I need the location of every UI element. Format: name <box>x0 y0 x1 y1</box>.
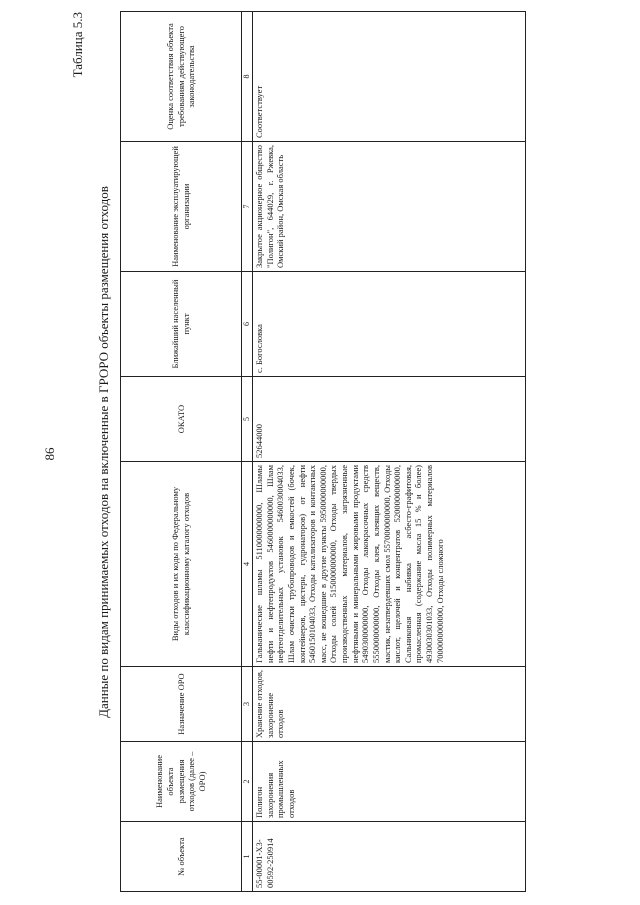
object-id-cell: 55-00001-Х3-00592-250914 <box>253 822 526 892</box>
column-number: 5 <box>242 377 253 462</box>
okato-cell: 52644000 <box>253 377 526 462</box>
column-number: 3 <box>242 667 253 742</box>
table-row <box>253 12 526 892</box>
waste-types-cell: Гальванические шламы 5110000000000, Шламы нефти и нефтепродуктов 5460000000000, Шлам нефтеотделительных установок 5460030004033, Шлам очистки трубопроводов и емкостей (бочек, контейнеров, цистерн, гудронаторов) от нефти 5460150104033, Отходы катализаторов и контактных масс, не вошедшие в другие пункты 5950000000000, Отходы солей 5150000000000, Отходы твердых производственных материалов, загрязненные нефтяными и минеральными жировыми продуктами 5490300000000, Отходы лакокрасочных средств 5550000000000, Отходы клея, клеящих веществ, мастик, незатвердевших смол 5570000000000, Отходы кислот, щелочей и концентратов 5200000000000, Сальниковая набивка асбесто-графитовая, промасленная (содержание масла 15 % и более) 4930030301033, Отходы полимерных материалов 7000000000000, Отходы сложного <box>253 462 526 667</box>
object-purpose-cell: Хранение отходов, захоронение отходов <box>253 667 526 742</box>
column-header-okato: ОКАТО <box>121 377 242 462</box>
table-header-row <box>121 12 242 892</box>
waste-objects-table <box>120 11 526 892</box>
column-number: 7 <box>242 142 253 272</box>
rotated-page-content <box>70 12 570 892</box>
column-number: 8 <box>242 12 253 142</box>
column-header-settlement: Ближайший населенный пункт <box>121 272 242 377</box>
column-header-operator: Наименование эксплуатирующей организации <box>121 142 242 272</box>
column-number: 6 <box>242 272 253 377</box>
column-header-assessment: Оценка соответствия объекта требованиям действующего законодательства <box>121 12 242 142</box>
page-number: 86 <box>42 447 57 461</box>
column-header-waste-types: Виды отходов и их коды по Федеральному классификационному каталогу отходов <box>121 462 242 667</box>
column-number: 2 <box>242 742 253 822</box>
column-number: 4 <box>242 462 253 667</box>
column-header-purpose: Назначение ОРО <box>121 667 242 742</box>
column-number-row <box>242 12 253 892</box>
table-label: Таблица 5.3 <box>70 12 85 78</box>
settlement-cell: с. Богословка <box>253 272 526 377</box>
object-name-cell: Полигон захоронения промышленных отходов <box>253 742 526 822</box>
assessment-cell: Соответствует <box>253 12 526 142</box>
operator-cell: Закрытое акционерное общество "Полигон", 644029, г. Ржевка, Омский район, Омская область <box>253 142 526 272</box>
column-number: 1 <box>242 822 253 892</box>
table-title: Данные по видам принимаемых отходов на включенные в ГРОРО объекты размещения отходов <box>96 186 111 718</box>
column-header-id: № объекта <box>121 822 242 892</box>
column-header-name: Наименование объекта размещения отходов (далее – ОРО) <box>121 742 242 822</box>
